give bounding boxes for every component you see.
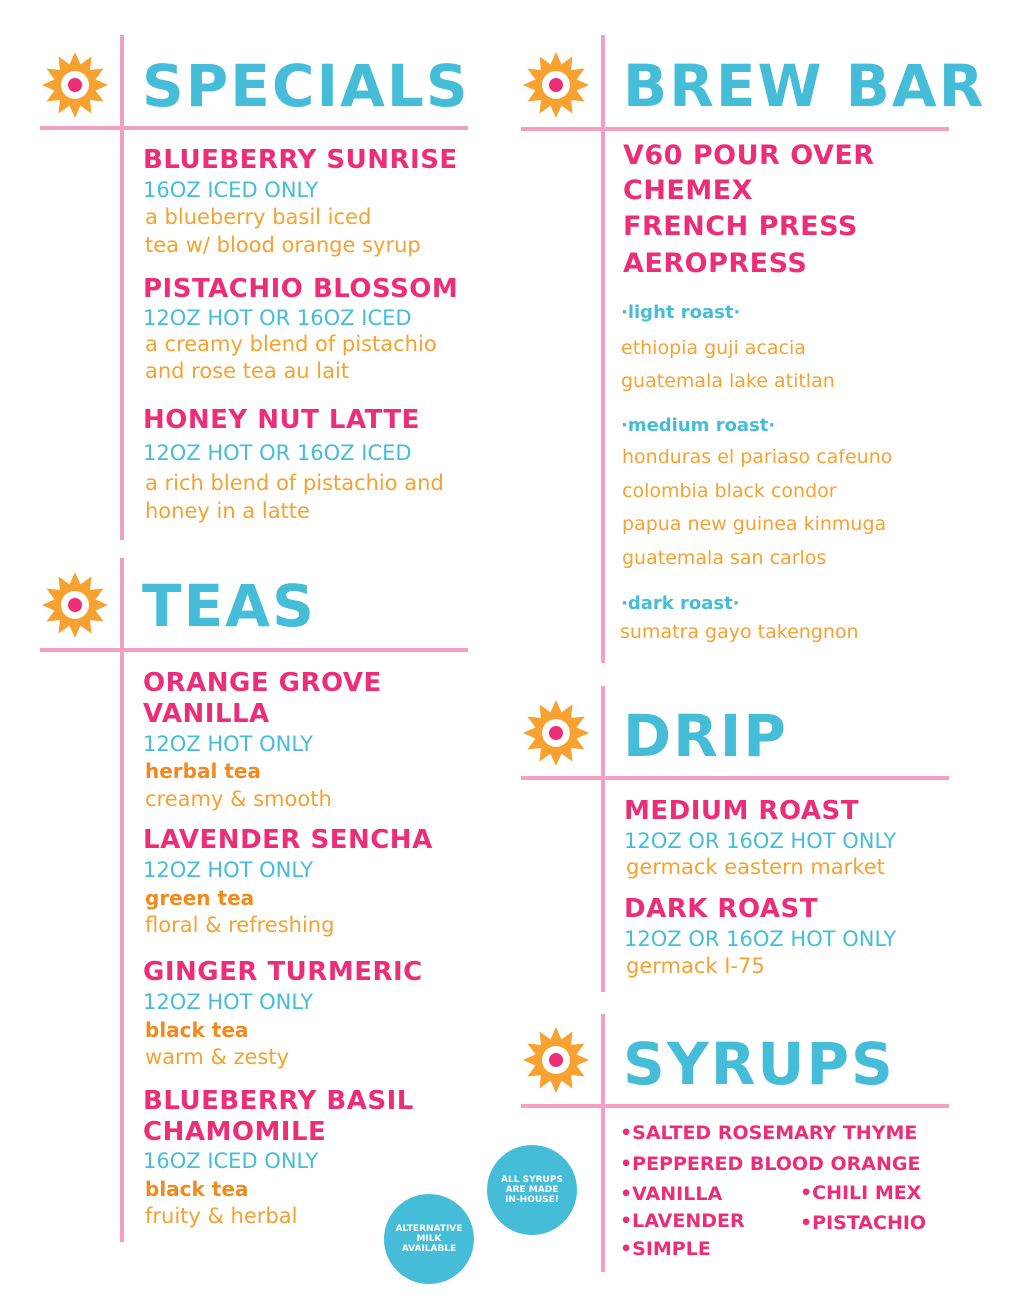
syrups-vertical-line — [601, 1014, 605, 1272]
tea-desc: warm & zesty — [145, 1045, 290, 1069]
tea-name: GINGER TURMERIC — [143, 957, 423, 987]
special-desc: and rose tea au lait — [145, 359, 350, 383]
tea-type: green tea — [145, 886, 255, 910]
drip-name: MEDIUM ROAST — [624, 796, 859, 826]
specials-horizontal-line — [40, 126, 468, 130]
special-desc: a creamy blend of pistachio — [145, 332, 437, 356]
syrup-item: •PEPPERED BLOOD ORANGE — [620, 1153, 921, 1175]
syrups-title: SYRUPS — [623, 1030, 895, 1098]
drip-desc: germack eastern market — [626, 855, 885, 879]
syrup-item: •LAVENDER — [620, 1210, 745, 1232]
drip-name: DARK ROAST — [624, 894, 818, 924]
special-name: PISTACHIO BLOSSOM — [143, 274, 459, 304]
specials-vertical-line — [120, 35, 124, 540]
tea-desc: creamy & smooth — [145, 787, 332, 811]
bean-item: papua new guinea kinmuga — [622, 513, 887, 535]
bean-item: honduras el pariaso cafeuno — [622, 446, 893, 468]
bean-item: ethiopia guji acacia — [621, 337, 806, 359]
drip-vertical-line — [601, 686, 605, 992]
special-name: HONEY NUT LATTE — [143, 405, 420, 435]
brewbar-title: BREW BAR — [623, 52, 986, 120]
brewbar-horizontal-line — [521, 127, 949, 131]
syrup-item: •PISTACHIO — [800, 1212, 927, 1234]
drip-size: 12OZ OR 16OZ HOT ONLY — [624, 927, 897, 951]
teas-vertical-line — [120, 558, 124, 1242]
brew-method: AEROPRESS — [623, 248, 808, 279]
special-size: 16OZ ICED ONLY — [143, 178, 319, 202]
syrups-badge: ALL SYRUPS ARE MADE IN-HOUSE! — [487, 1145, 577, 1235]
tea-size: 12OZ HOT ONLY — [143, 858, 314, 882]
bean-item: guatemala san carlos — [622, 547, 827, 569]
tea-size: 16OZ ICED ONLY — [143, 1149, 319, 1173]
syrup-item: •VANILLA — [620, 1183, 723, 1205]
special-name: BLUEBERRY SUNRISE — [143, 145, 458, 175]
brew-method: V60 POUR OVER — [623, 140, 875, 171]
tea-type: black tea — [145, 1177, 249, 1201]
flower-icon — [40, 570, 110, 640]
tea-name: BLUEBERRY BASIL — [143, 1086, 414, 1116]
tea-size: 12OZ HOT ONLY — [143, 732, 314, 756]
special-desc: a rich blend of pistachio and — [145, 471, 444, 495]
bean-item: sumatra gayo takengnon — [620, 621, 859, 643]
special-desc: honey in a latte — [145, 499, 310, 523]
special-desc: tea w/ blood orange syrup — [145, 233, 421, 257]
syrup-item: •SIMPLE — [620, 1238, 711, 1260]
tea-name: LAVENDER SENCHA — [143, 825, 433, 855]
medium-roast-label: ·medium roast· — [621, 415, 776, 436]
milk-badge: ALTERNATIVE MILK AVAILABLE — [384, 1194, 474, 1284]
special-desc: a blueberry basil iced — [145, 205, 372, 229]
bean-item: colombia black condor — [622, 480, 837, 502]
specials-title: SPECIALS — [142, 52, 470, 120]
tea-type: black tea — [145, 1018, 249, 1042]
drip-size: 12OZ OR 16OZ HOT ONLY — [624, 829, 897, 853]
syrup-item: •CHILI MEX — [800, 1182, 922, 1204]
flower-icon — [40, 50, 110, 120]
flower-icon — [521, 698, 591, 768]
brew-method: CHEMEX — [623, 175, 753, 206]
syrup-item: •SALTED ROSEMARY THYME — [620, 1122, 918, 1144]
tea-desc: floral & refreshing — [145, 913, 335, 937]
tea-desc: fruity & herbal — [145, 1204, 298, 1228]
tea-type: herbal tea — [145, 759, 261, 783]
tea-name: CHAMOMILE — [143, 1117, 327, 1147]
dark-roast-label: ·dark roast· — [621, 593, 740, 614]
drip-horizontal-line — [521, 776, 949, 780]
tea-name: VANILLA — [143, 699, 270, 729]
syrups-horizontal-line — [521, 1104, 949, 1108]
special-size: 12OZ HOT OR 16OZ ICED — [143, 306, 412, 330]
flower-icon — [521, 1025, 591, 1095]
bean-item: guatemala lake atitlan — [621, 370, 835, 392]
brew-method: FRENCH PRESS — [623, 211, 858, 242]
tea-name: ORANGE GROVE — [143, 668, 382, 698]
teas-horizontal-line — [40, 648, 468, 652]
teas-title: TEAS — [142, 572, 316, 640]
drip-title: DRIP — [623, 702, 788, 770]
light-roast-label: ·light roast· — [621, 302, 741, 323]
drip-desc: germack I-75 — [626, 954, 765, 978]
special-size: 12OZ HOT OR 16OZ ICED — [143, 441, 412, 465]
flower-icon — [521, 50, 591, 120]
tea-size: 12OZ HOT ONLY — [143, 990, 314, 1014]
